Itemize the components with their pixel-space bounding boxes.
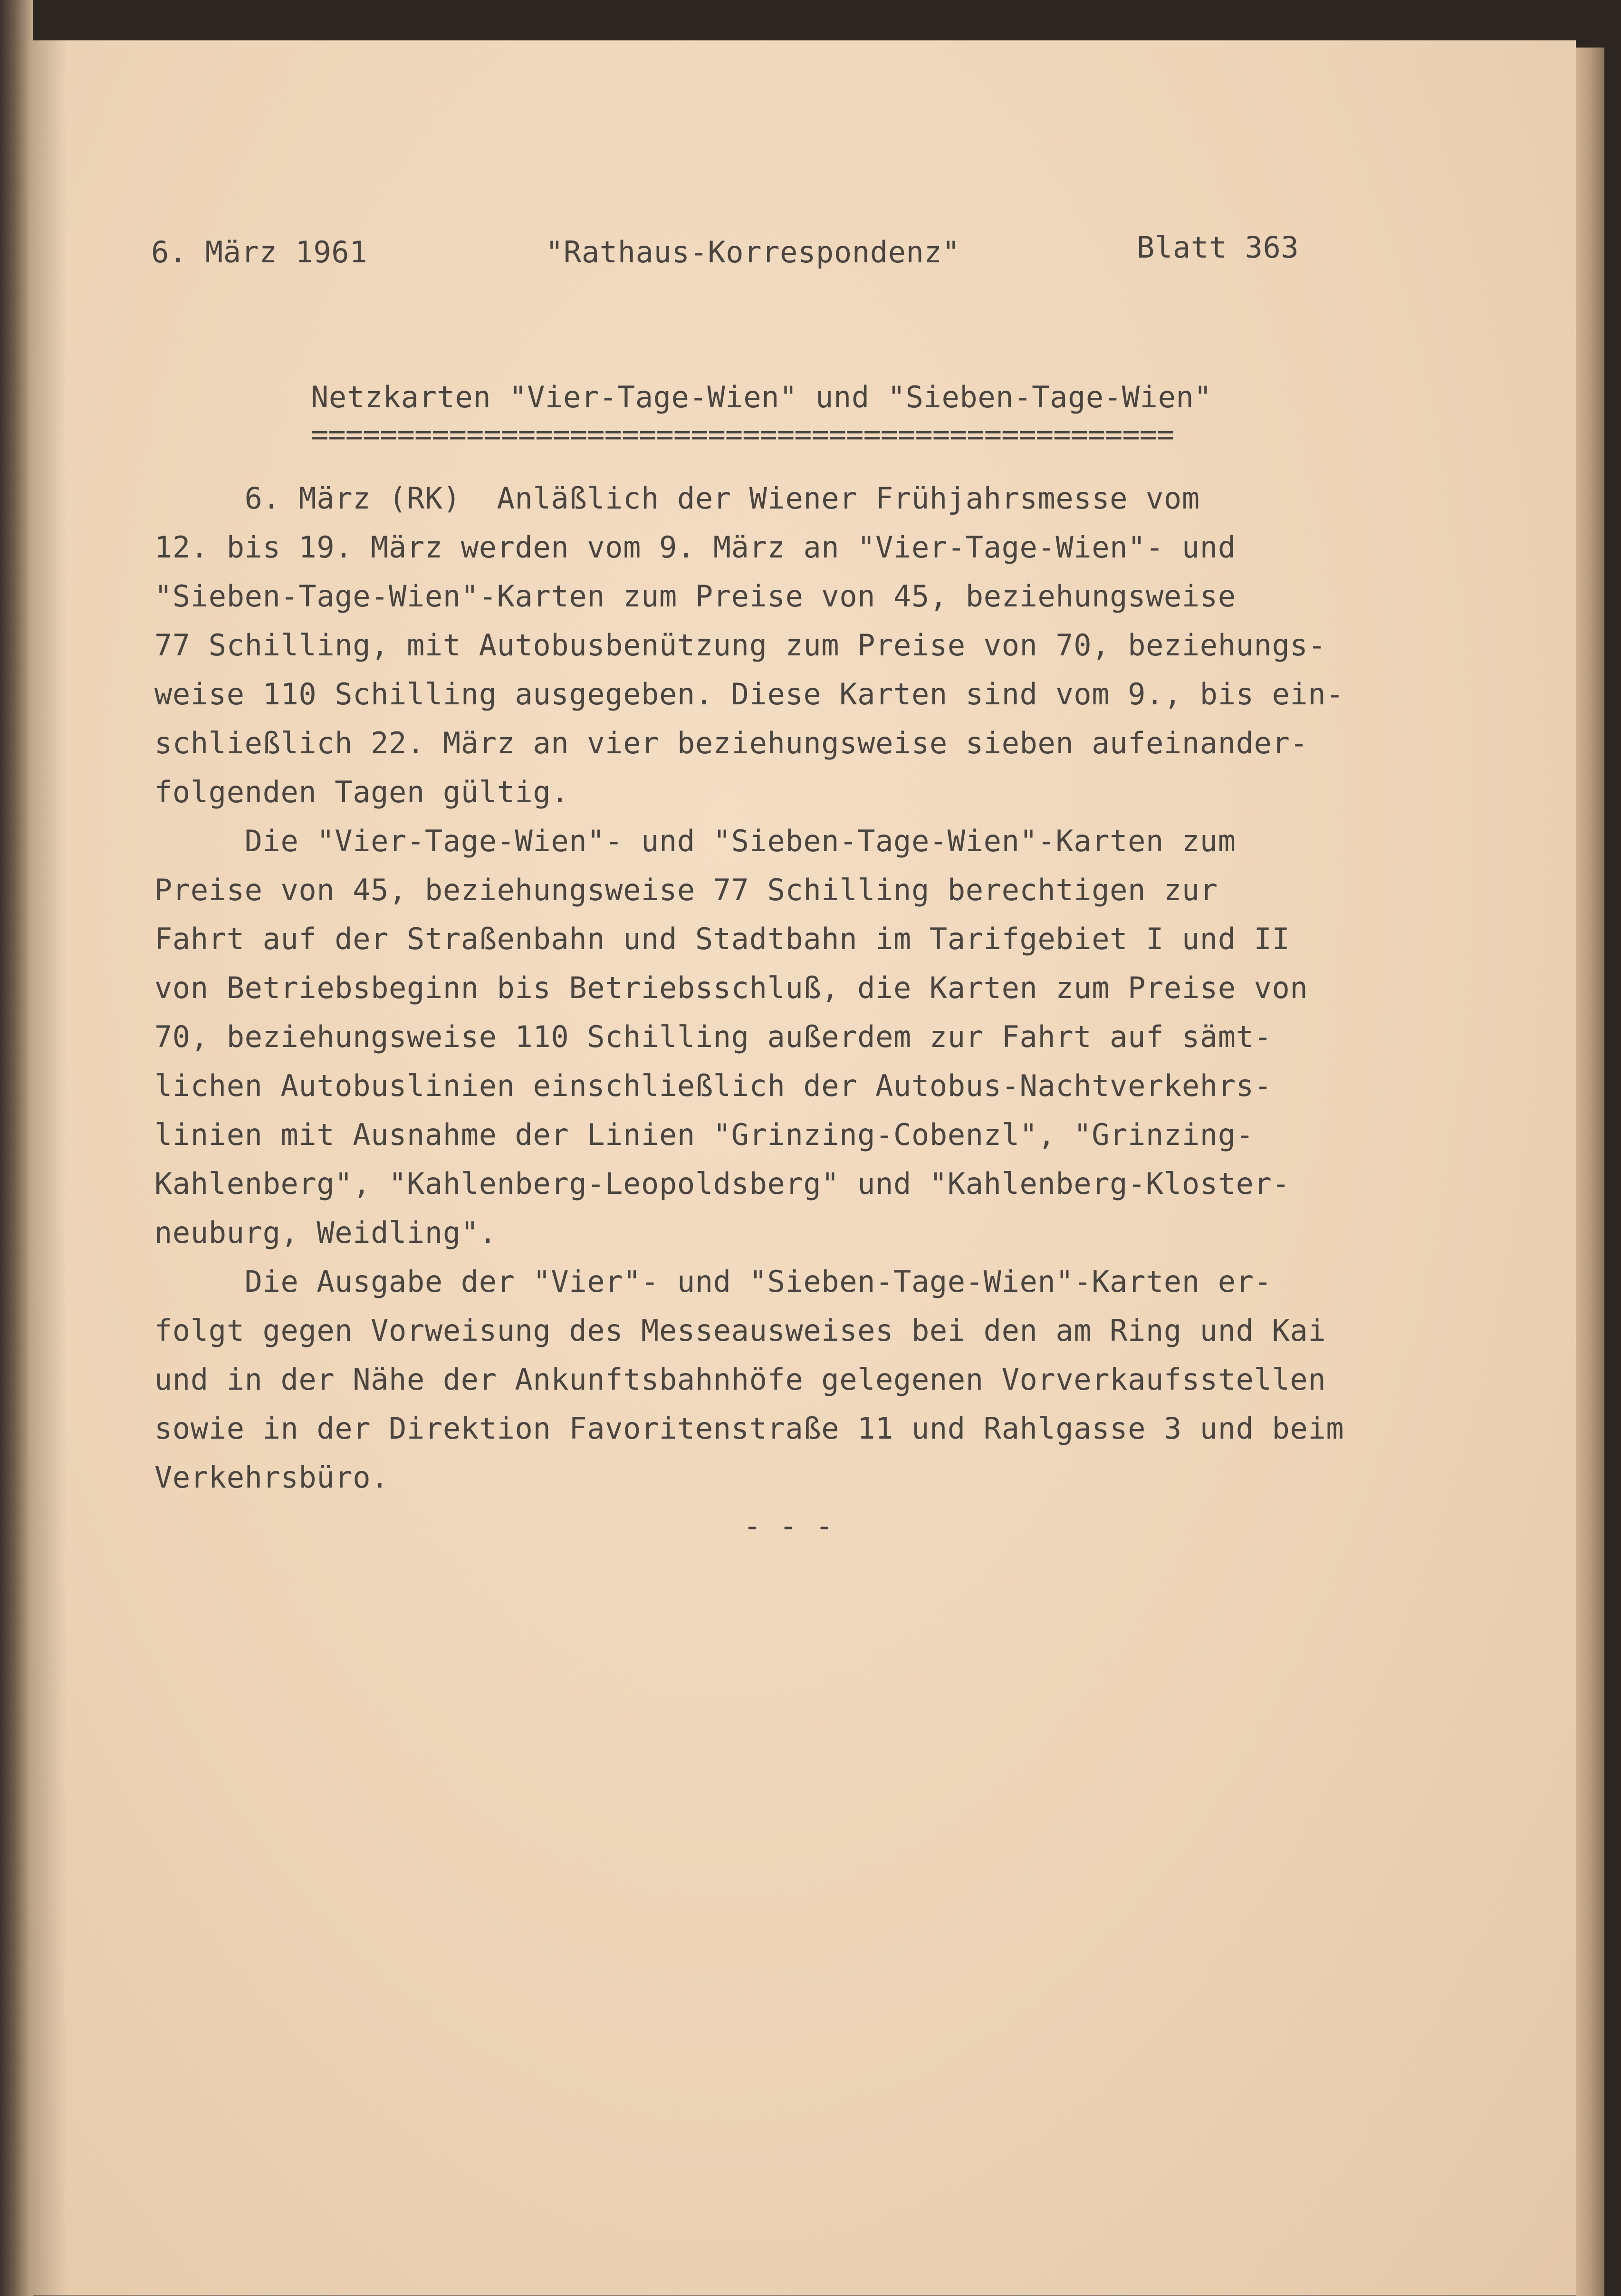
body-line: Kahlenberg", "Kahlenberg-Leopoldsberg" und "Kahlenberg-Kloster-	[154, 1166, 1290, 1201]
body-line: 70, beziehungsweise 110 Schilling außerdem zur Fahrt auf sämt-	[154, 1019, 1272, 1054]
body-line: Die Ausgabe der "Vier"- und "Sieben-Tage-Wien"-Karten er-	[154, 1264, 1272, 1299]
header-publication: "Rathaus-Korrespondenz"	[546, 235, 960, 269]
body-line: folgt gegen Vorweisung des Messeausweises bei den am Ring und Kai	[154, 1313, 1326, 1348]
headline-underline: ==================================================	[311, 417, 1174, 452]
body-line: von Betriebsbeginn bis Betriebsschluß, die Karten zum Preise von	[154, 970, 1308, 1005]
body-line: und in der Nähe der Ankunftsbahnhöfe gelegenen Vorverkaufsstellen	[154, 1362, 1326, 1397]
end-mark: - - -	[743, 1508, 834, 1543]
body-line: Fahrt auf der Straßenbahn und Stadtbahn im Tarifgebiet I und II	[154, 922, 1290, 956]
body-line: Verkehrsbüro.	[154, 1460, 389, 1495]
body-line: sowie in der Direktion Favoritenstraße 11 und Rahlgasse 3 und beim	[154, 1411, 1344, 1446]
header-date: 6. März 1961	[151, 235, 368, 269]
body-line: Die "Vier-Tage-Wien"- und "Sieben-Tage-Wien"-Karten zum	[154, 824, 1236, 858]
body-line: schließlich 22. März an vier beziehungsweise sieben aufeinander-	[154, 726, 1308, 760]
body-line: folgenden Tagen gültig.	[154, 775, 569, 809]
body-line: Preise von 45, beziehungsweise 77 Schilling berechtigen zur	[154, 873, 1218, 907]
body-line: linien mit Ausnahme der Linien "Grinzing-Cobenzl", "Grinzing-	[154, 1117, 1254, 1152]
body-line: weise 110 Schilling ausgegeben. Diese Karten sind vom 9., bis ein-	[154, 677, 1344, 711]
page-edges-right	[1576, 48, 1604, 2296]
body-line: 77 Schilling, mit Autobusbenützung zum Preise von 70, beziehungs-	[154, 628, 1326, 663]
body-line: 6. März (RK) Anläßlich der Wiener Frühjahrsmesse vom	[154, 481, 1200, 516]
body-line: "Sieben-Tage-Wien"-Karten zum Preise von 45, beziehungsweise	[154, 579, 1236, 614]
article-headline: Netzkarten "Vier-Tage-Wien" und "Sieben-Tage-Wien"	[311, 380, 1212, 414]
body-line: 12. bis 19. März werden vom 9. März an "Vier-Tage-Wien"- und	[154, 530, 1236, 565]
body-line: neuburg, Weidling".	[154, 1215, 497, 1250]
body-line: lichen Autobuslinien einschließlich der Autobus-Nachtverkehrs-	[154, 1068, 1272, 1103]
header-sheet-number: Blatt 363	[1137, 230, 1299, 265]
gutter-shadow	[29, 40, 67, 2296]
